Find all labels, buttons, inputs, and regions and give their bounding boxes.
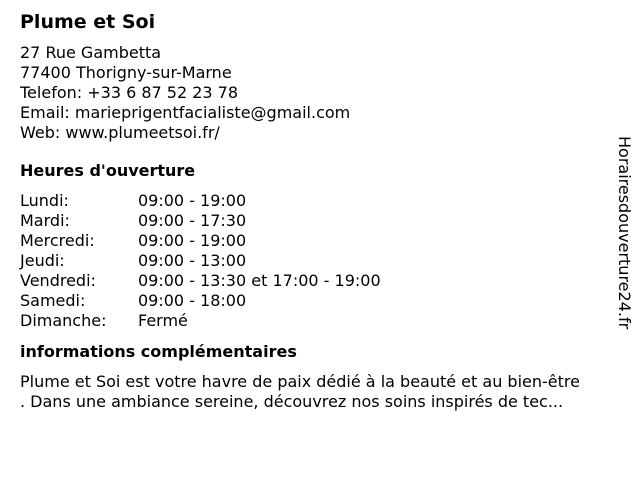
website: Web: www.plumeetsoi.fr/ xyxy=(20,123,220,142)
hours-row-mercredi xyxy=(20,231,620,251)
hours-day: Samedi: xyxy=(20,291,86,310)
email-address: Email: marieprigentfacialiste@gmail.com xyxy=(20,103,351,122)
hours-time: 09:00 - 19:00 xyxy=(138,191,247,210)
hours-day: Mardi: xyxy=(20,211,70,230)
hours-day: Jeudi: xyxy=(20,251,65,270)
hours-table xyxy=(20,191,620,331)
description-line-1: Plume et Soi est votre havre de paix dédié à la beauté et au bien-être xyxy=(20,372,580,391)
phone-number: Telefon: +33 6 87 52 23 78 xyxy=(20,83,239,102)
hours-row-dimanche xyxy=(20,311,620,331)
hours-day: Dimanche: xyxy=(20,311,107,330)
hours-row-lundi xyxy=(20,191,620,211)
address-city: 77400 Thorigny-sur-Marne xyxy=(20,63,232,82)
business-card xyxy=(20,10,620,412)
hours-row-vendredi xyxy=(20,271,620,291)
watermark-container xyxy=(614,136,634,346)
hours-time: 09:00 - 13:30 et 17:00 - 19:00 xyxy=(138,271,381,290)
hours-heading: Heures d'ouverture xyxy=(20,161,196,180)
hours-row-jeudi xyxy=(20,251,620,271)
hours-time: 09:00 - 19:00 xyxy=(138,231,247,250)
business-name: Plume et Soi xyxy=(20,11,156,33)
address-street: 27 Rue Gambetta xyxy=(20,43,162,62)
hours-time: 09:00 - 13:00 xyxy=(138,251,247,270)
hours-row-mardi xyxy=(20,211,620,231)
hours-day: Mercredi: xyxy=(20,231,95,250)
watermark-text: Horairesdouverture24.fr xyxy=(615,136,634,330)
hours-time: Fermé xyxy=(138,311,188,330)
hours-row-samedi xyxy=(20,291,620,311)
hours-time: 09:00 - 17:30 xyxy=(138,211,247,230)
hours-day: Vendredi: xyxy=(20,271,96,290)
description-line-2: . Dans une ambiance sereine, découvrez nos soins inspirés de tec... xyxy=(20,392,564,411)
hours-time: 09:00 - 18:00 xyxy=(138,291,247,310)
hours-day: Lundi: xyxy=(20,191,69,210)
info-heading: informations complémentaires xyxy=(20,342,297,361)
